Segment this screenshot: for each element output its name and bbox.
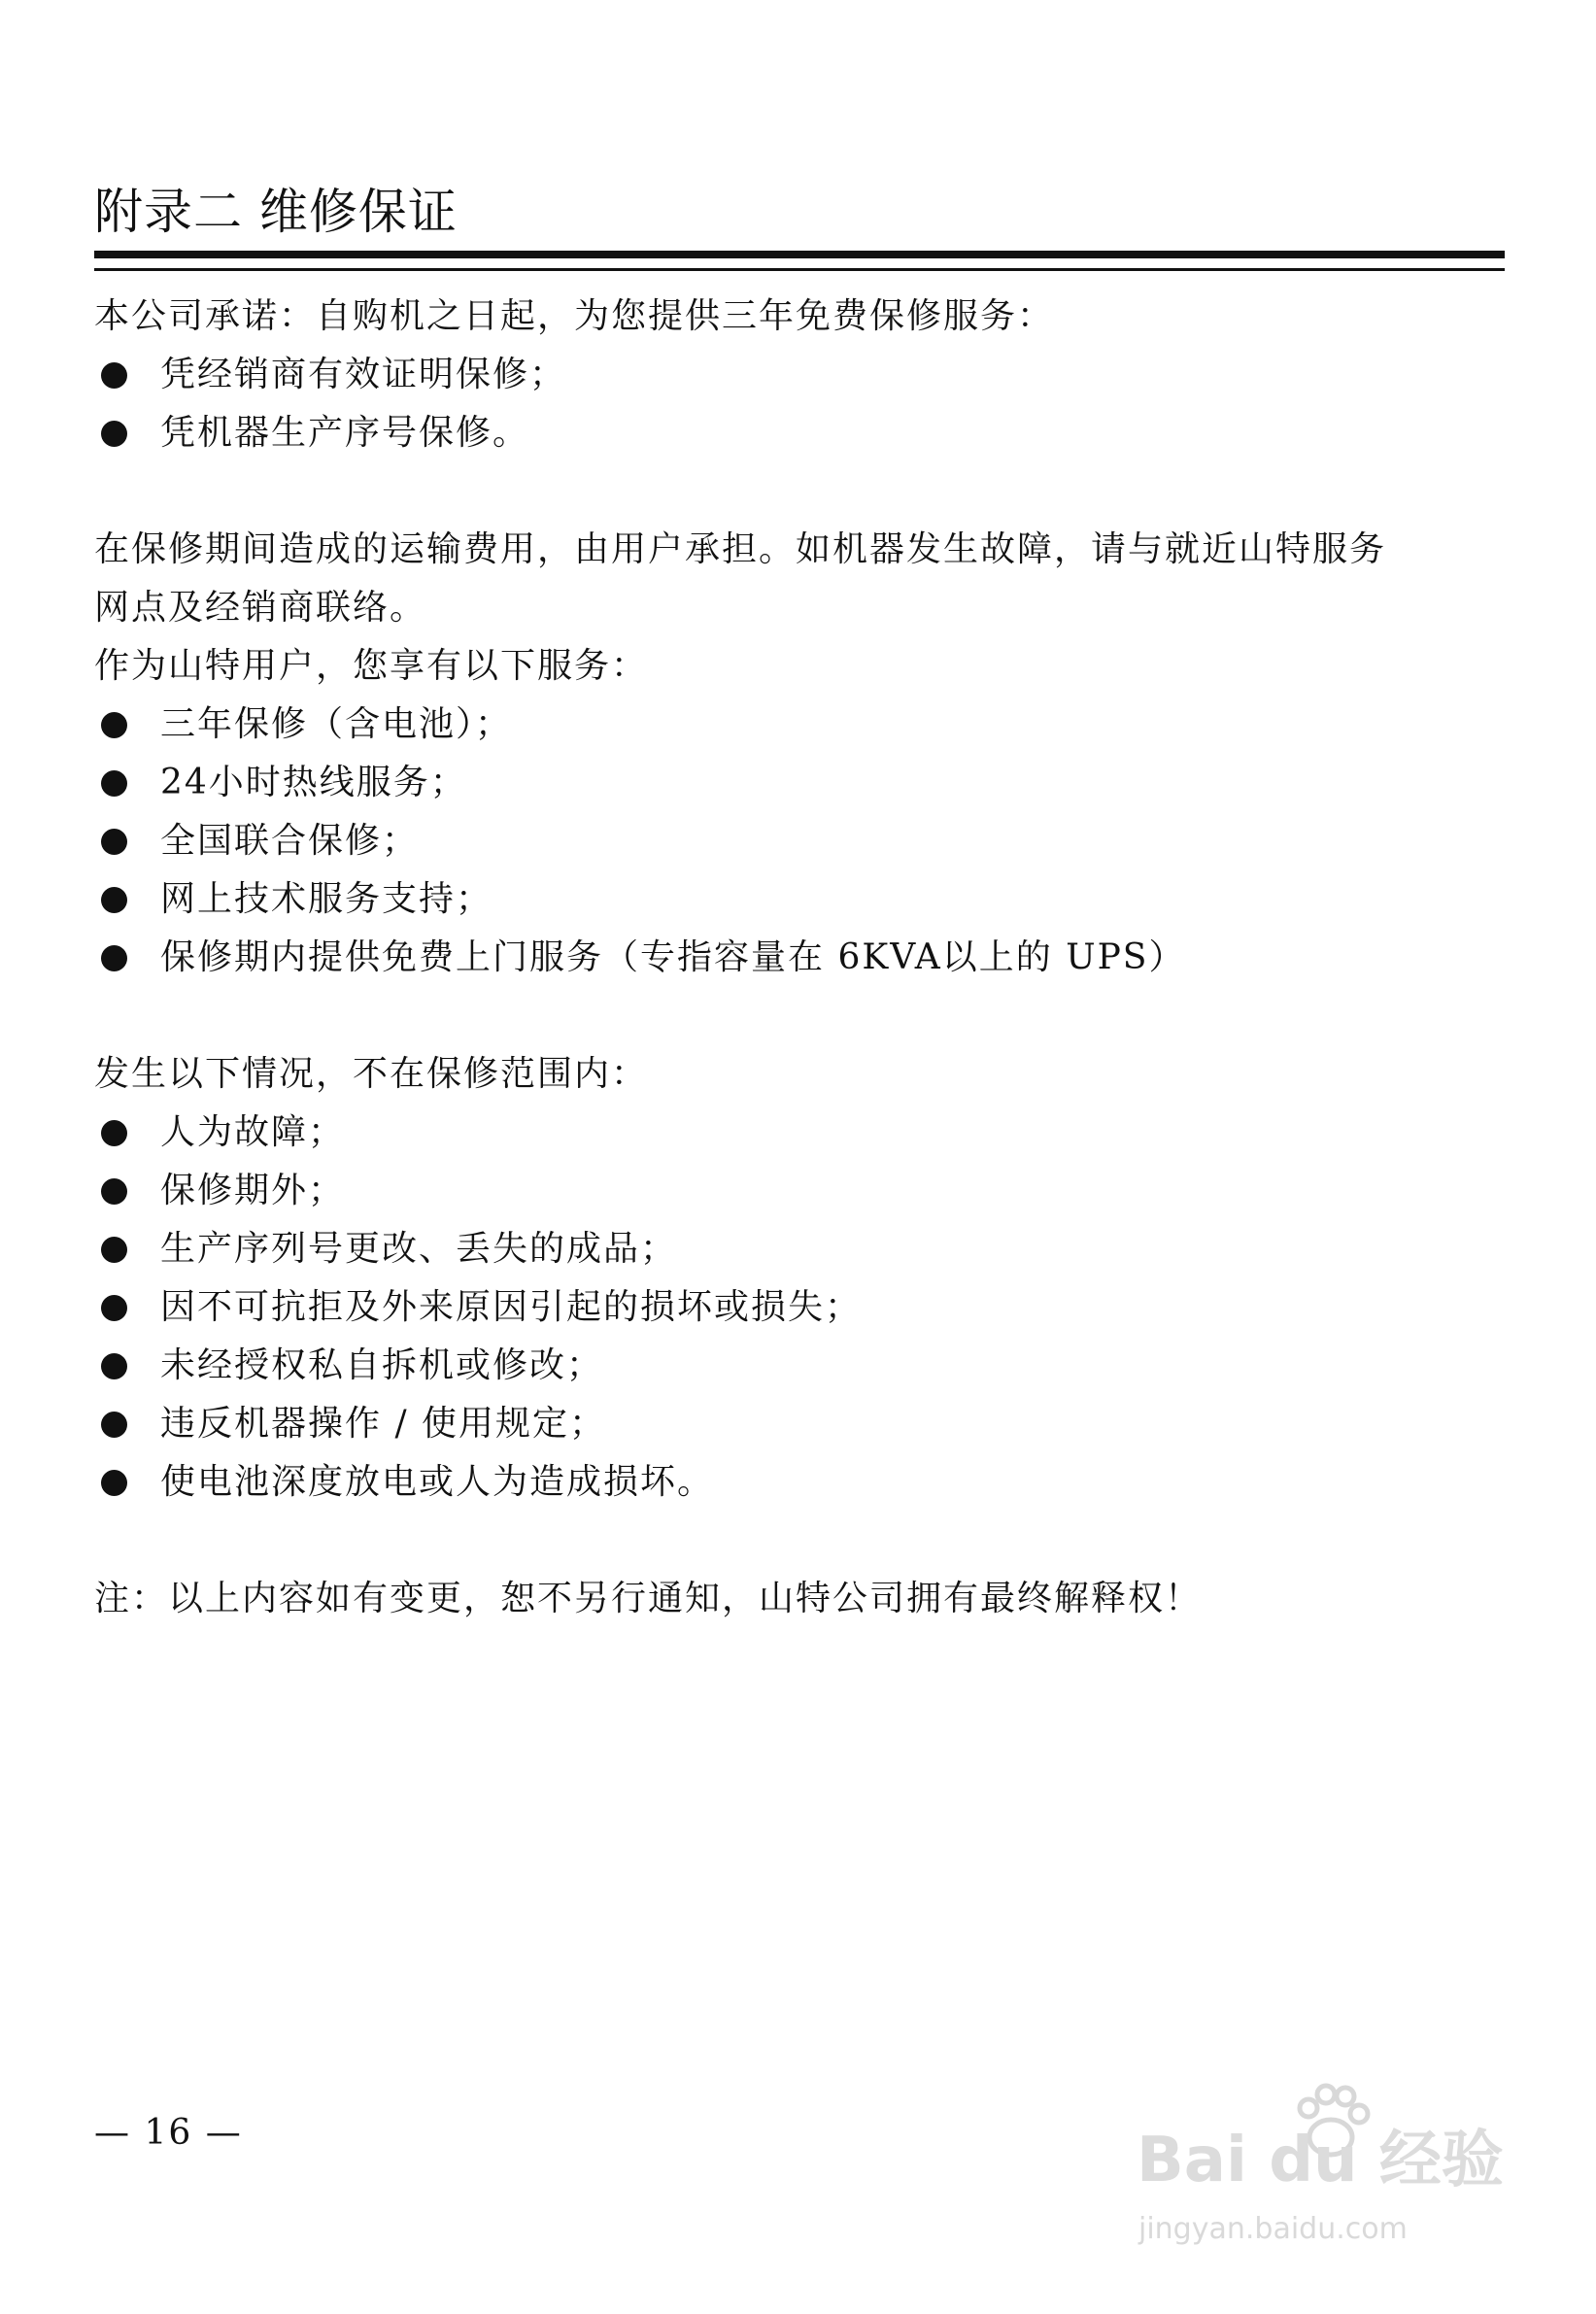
bullet-item	[94, 696, 1512, 754]
bullet-icon	[101, 945, 127, 971]
bullet-item	[94, 754, 1512, 812]
bullet-item	[94, 1220, 1512, 1278]
bullet-icon	[101, 362, 127, 389]
line-text: 使电池深度放电或人为造成损坏。	[160, 1462, 715, 1502]
line-text: 因不可抗拒及外来原因引起的损坏或损失；	[160, 1287, 863, 1327]
watermark-logo: Bai du 经验	[1137, 2125, 1504, 2196]
line-text: 生产序列号更改、丢失的成品；	[160, 1229, 678, 1269]
bullet-icon	[101, 1120, 127, 1146]
line-text: 人为故障；	[160, 1112, 346, 1152]
line-text: 保修期外；	[160, 1171, 346, 1210]
bullet-icon	[101, 421, 127, 447]
bullet-item	[94, 1104, 1512, 1162]
line-text: 注：以上内容如有变更，恕不另行通知，山特公司拥有最终解释权！	[94, 1579, 1203, 1618]
bullet-item	[94, 404, 1512, 462]
line-text: 发生以下情况，不在保修范围内：	[94, 1054, 649, 1094]
line-text: 24小时热线服务；	[160, 763, 467, 802]
line-text: 凭经销商有效证明保修；	[160, 355, 567, 394]
line-text: 保修期内提供免费上门服务（专指容量在 6KVA以上的 UPS）	[160, 937, 1186, 977]
line-text: 违反机器操作 / 使用规定；	[160, 1404, 607, 1444]
bullet-icon	[101, 829, 127, 855]
line-text: 作为山特用户，您享有以下服务：	[94, 646, 649, 686]
bullet-icon	[101, 770, 127, 797]
paragraph-line	[94, 637, 1512, 696]
bullet-icon	[101, 1237, 127, 1263]
line-text: 全国联合保修；	[160, 821, 420, 861]
paragraph-line	[94, 1570, 1512, 1628]
paragraph-line	[94, 1045, 1512, 1104]
bullet-item	[94, 346, 1512, 404]
bullet-icon	[101, 1470, 127, 1496]
line-text: 网点及经销商联络。	[94, 588, 427, 628]
line-text: 凭机器生产序号保修。	[160, 413, 530, 453]
bullet-icon	[101, 712, 127, 738]
line-text: 未经授权私自拆机或修改；	[160, 1345, 604, 1385]
line-text: 本公司承诺：自购机之日起，为您提供三年免费保修服务：	[94, 296, 1055, 336]
page-title: 附录二 维修保证	[94, 184, 458, 240]
line-text: 三年保修（含电池）；	[160, 704, 513, 744]
document-body	[94, 288, 1512, 1628]
bullet-item	[94, 929, 1512, 987]
bullet-item	[94, 870, 1512, 929]
watermark-url: jingyan.baidu.com	[1138, 2212, 1408, 2246]
paragraph-line	[94, 521, 1512, 579]
line-text: 网上技术服务支持；	[160, 879, 493, 919]
bullet-icon	[101, 1353, 127, 1379]
watermark	[1117, 2079, 1525, 2273]
bullet-item	[94, 812, 1512, 870]
bullet-item	[94, 1162, 1512, 1220]
bullet-item	[94, 1278, 1512, 1337]
bullet-icon	[101, 1295, 127, 1321]
bullet-icon	[101, 887, 127, 913]
paragraph-line	[94, 288, 1512, 346]
title-rule-thick	[94, 251, 1505, 258]
paragraph-line	[94, 579, 1512, 637]
bullet-icon	[101, 1178, 127, 1205]
bullet-icon	[101, 1412, 127, 1438]
bullet-item	[94, 1453, 1512, 1512]
bullet-item	[94, 1395, 1512, 1453]
line-text: 在保修期间造成的运输费用，由用户承担。如机器发生故障，请与就近山特服务	[94, 529, 1387, 569]
bullet-item	[94, 1337, 1512, 1395]
title-rule-thin	[94, 268, 1505, 271]
page-number: — 16 —	[94, 2113, 243, 2153]
